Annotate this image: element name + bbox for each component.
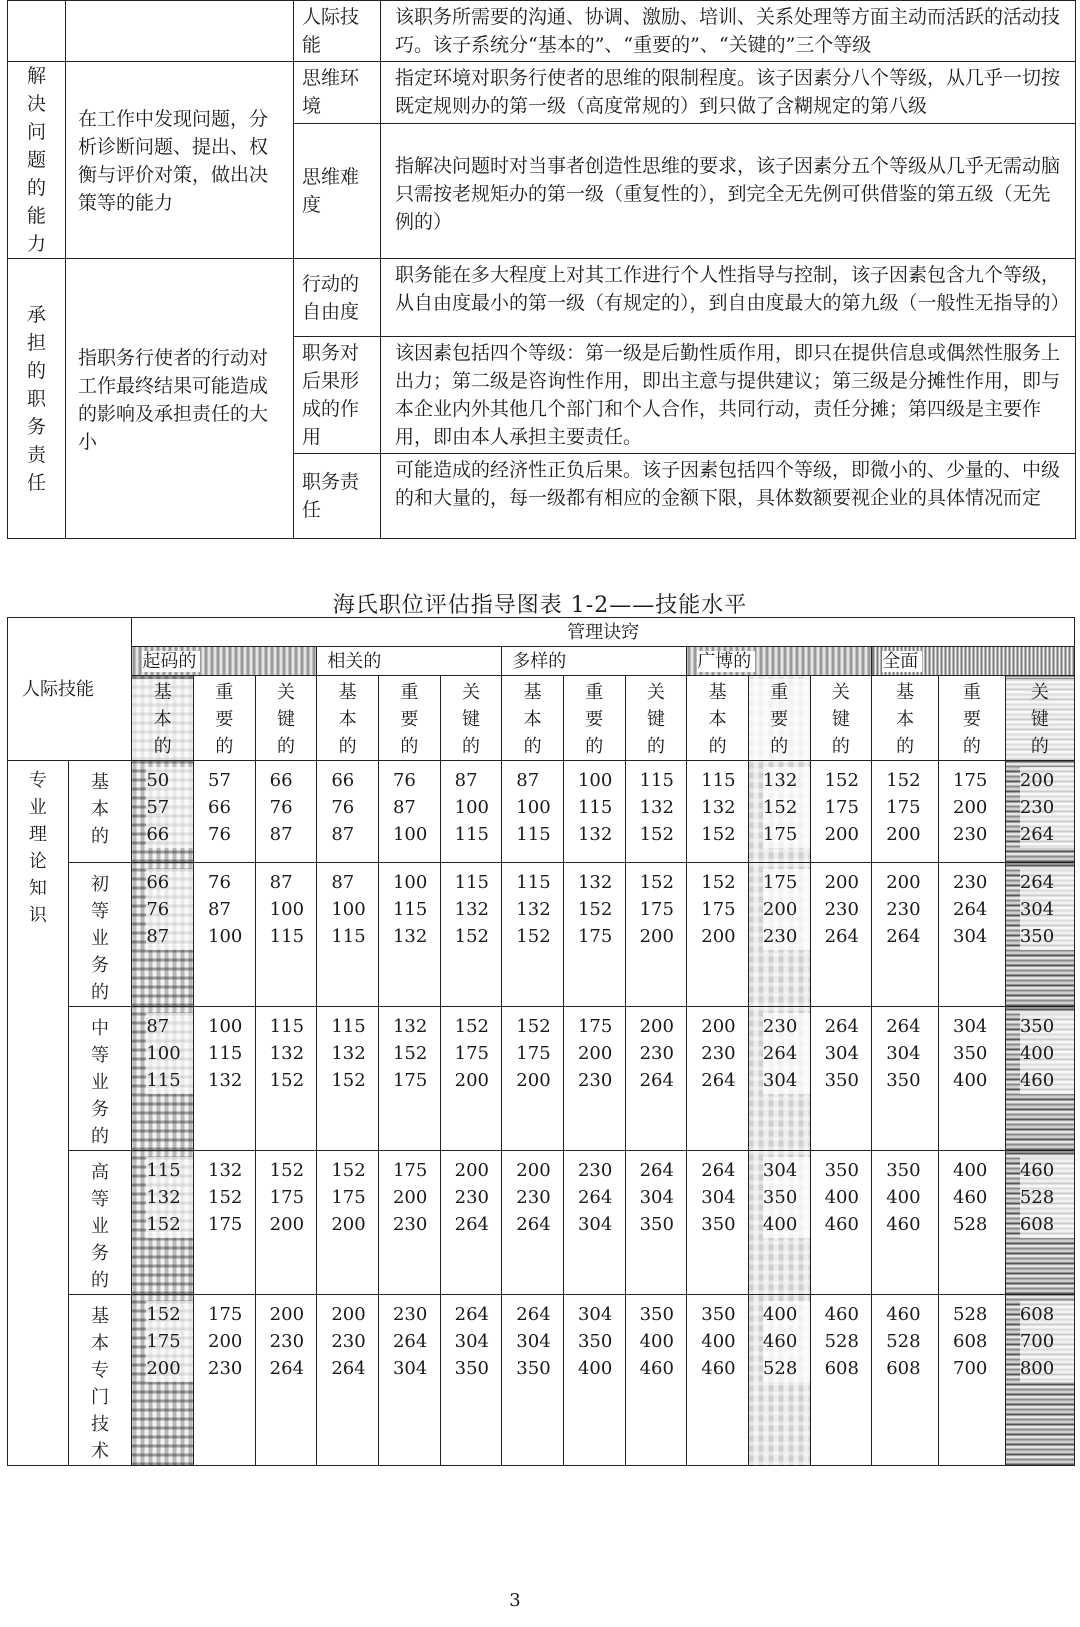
score-cell: 175 200 230 <box>378 1151 440 1295</box>
score-cell: 200 230 264 <box>440 1151 502 1295</box>
score-cell: 264 304 350 <box>625 1151 687 1295</box>
row-level-label: 中 等 业 务 的 <box>68 1007 132 1151</box>
sub-factor-detail: 可能造成的经济性正负后果。该子因素包括四个等级，即微小的、少量的、中级的和大量的，每一级都有相应的金额下限，具体数额要视企业的具体情况而定 <box>381 454 1076 539</box>
row-group-professional-knowledge: 专 业 理 论 知 识 <box>8 761 69 1466</box>
score-cell: 87 100 115 <box>317 863 379 1007</box>
score-cell: 87 100 115 <box>502 761 564 863</box>
sub-factor-label: 思维难度 <box>294 123 381 258</box>
score-cell: 200 230 264 <box>872 863 939 1007</box>
score-cell: 76 87 100 <box>378 761 440 863</box>
sub-level-header: 关 键 的 <box>810 676 872 761</box>
score-cell: 175 200 230 <box>748 863 810 1007</box>
score-cell: 175 200 230 <box>194 1295 256 1466</box>
level-header-diverse: 多样的 <box>502 647 687 676</box>
table-row <box>8 1151 1075 1295</box>
score-cell: 200 230 264 <box>687 1007 749 1151</box>
score-cell: 132 152 175 <box>194 1151 256 1295</box>
score-cell: 400 460 528 <box>748 1295 810 1466</box>
table-row <box>8 761 1075 863</box>
score-cell: 115 132 152 <box>440 863 502 1007</box>
score-cell: 66 76 87 <box>132 863 194 1007</box>
score-cell: 100 115 132 <box>378 863 440 1007</box>
sub-level-header: 基 本 的 <box>502 676 564 761</box>
row-level-label: 基 本 专 门 技 术 <box>68 1295 132 1466</box>
score-cell: 132 152 175 <box>378 1007 440 1151</box>
table-row <box>8 1007 1075 1151</box>
sub-factor-label: 行动的自由度 <box>294 259 381 337</box>
score-cell: 87 100 115 <box>255 863 317 1007</box>
score-cell: 230 264 304 <box>939 863 1006 1007</box>
score-cell: 100 115 132 <box>194 1007 256 1151</box>
empty-cell <box>8 1 66 62</box>
score-cell: 230 264 304 <box>748 1007 810 1151</box>
empty-cell <box>66 1 294 62</box>
score-cell: 152 175 200 <box>687 863 749 1007</box>
score-cell: 152 175 200 <box>440 1007 502 1151</box>
skill-level-grid <box>7 617 1075 1466</box>
score-cell: 528 608 700 <box>939 1295 1006 1466</box>
score-cell: 264 304 350 <box>687 1151 749 1295</box>
score-cell: 152 175 200 <box>317 1151 379 1295</box>
factor-definition-table <box>7 0 1076 539</box>
score-cell: 350 400 460 <box>625 1295 687 1466</box>
score-cell: 152 175 200 <box>872 761 939 863</box>
score-cell: 264 304 350 <box>440 1295 502 1466</box>
sub-factor-detail: 指解决问题时对当事者创造性思维的要求，该子因素分五个等级从几乎无需动脑只需按老规矩办的第一级（重复性的），到完全无先例可供借鉴的第五级（无先例的） <box>381 123 1076 258</box>
score-cell: 115 132 152 <box>625 761 687 863</box>
score-cell: 304 350 400 <box>939 1007 1006 1151</box>
score-cell: 152 175 200 <box>502 1007 564 1151</box>
table-row <box>8 863 1075 1007</box>
score-cell: 87 100 115 <box>132 1007 194 1151</box>
score-cell: 115 132 152 <box>255 1007 317 1151</box>
level-header-related: 相关的 <box>317 647 502 676</box>
sub-level-header: 重 要 的 <box>378 676 440 761</box>
category-problem-solving: 解 决 问 题 的 能 力 <box>8 62 66 259</box>
sub-level-header: 重 要 的 <box>939 676 1006 761</box>
score-cell: 460 528 608 <box>1005 1151 1074 1295</box>
score-cell: 264 304 350 <box>502 1295 564 1466</box>
score-cell: 115 132 152 <box>317 1007 379 1151</box>
interpersonal-skill-header: 人际技能 <box>8 618 132 761</box>
sub-level-header: 关 键 的 <box>255 676 317 761</box>
score-cell: 200 230 264 <box>625 1007 687 1151</box>
score-cell: 57 66 76 <box>194 761 256 863</box>
score-cell: 66 76 87 <box>317 761 379 863</box>
sub-level-header: 关 键 的 <box>625 676 687 761</box>
sub-level-header: 重 要 的 <box>748 676 810 761</box>
score-cell: 230 264 304 <box>378 1295 440 1466</box>
sub-factor-label: 职务责任 <box>294 454 381 539</box>
score-cell: 200 230 264 <box>255 1295 317 1466</box>
score-cell: 460 528 608 <box>810 1295 872 1466</box>
score-cell: 200 230 264 <box>502 1151 564 1295</box>
score-cell: 152 175 200 <box>810 761 872 863</box>
score-cell: 132 152 175 <box>563 863 625 1007</box>
score-cell: 200 230 264 <box>810 863 872 1007</box>
score-cell: 350 400 460 <box>810 1151 872 1295</box>
score-cell: 350 400 460 <box>1005 1007 1074 1151</box>
score-cell: 264 304 350 <box>810 1007 872 1151</box>
score-cell: 152 175 200 <box>132 1295 194 1466</box>
score-cell: 152 175 200 <box>255 1151 317 1295</box>
row-level-label: 初 等 业 务 的 <box>68 863 132 1007</box>
score-cell: 152 175 200 <box>625 863 687 1007</box>
row-level-label: 高 等 业 务 的 <box>68 1151 132 1295</box>
score-cell: 175 200 230 <box>939 761 1006 863</box>
sub-level-header: 重 要 的 <box>194 676 256 761</box>
score-cell: 76 87 100 <box>194 863 256 1007</box>
sub-factor-label: 思维环境 <box>294 62 381 124</box>
sub-level-header: 关 键 的 <box>1005 676 1074 761</box>
sub-factor-detail: 指定环境对职务行使者的思维的限制程度。该子因素分八个等级，从几乎一切按既定规则办的第一级（高度常规的）到只做了含糊规定的第八级 <box>381 62 1076 124</box>
score-cell: 87 100 115 <box>440 761 502 863</box>
sub-factor-label: 职务对后果形成的作用 <box>294 337 381 454</box>
sub-level-header: 重 要 的 <box>563 676 625 761</box>
table-row <box>8 1295 1075 1466</box>
score-cell: 350 400 460 <box>687 1295 749 1466</box>
sub-level-header: 基 本 的 <box>132 676 194 761</box>
score-cell: 50 57 66 <box>132 761 194 863</box>
category-description: 在工作中发现问题，分析诊断问题、提出、权衡与评价对策，做出决策等的能力 <box>66 62 294 259</box>
sub-factor-detail: 该因素包括四个等级：第一级是后勤性质作用，即只在提供信息或偶然性服务上出力；第二级是咨询性作用，即出主意与提供建议；第三级是分摊性作用，即与本企业内外其他几个部门和个人合作，共同行动，责任分摊；第四级是主要作用，即由本人承担主要责任。 <box>381 337 1076 454</box>
sub-level-header: 基 本 的 <box>317 676 379 761</box>
score-cell: 132 152 175 <box>748 761 810 863</box>
level-header-broad: 广博的 <box>687 647 872 676</box>
chart-title: 海氏职位评估指导图表 1-2——技能水平 <box>332 593 748 618</box>
category-description: 指职务行使者的行动对工作最终结果可能造成的影响及承担责任的大小 <box>66 259 294 539</box>
row-level-label: 基 本 的 <box>68 761 132 863</box>
level-header-minimal: 起码的 <box>132 647 317 676</box>
score-cell: 304 350 400 <box>563 1295 625 1466</box>
score-cell: 230 264 304 <box>563 1151 625 1295</box>
sub-level-header: 关 键 的 <box>440 676 502 761</box>
sub-factor-detail: 该职务所需要的沟通、协调、激励、培训、关系处理等方面主动而活跃的活动技巧。该子系统分“基本的”、“重要的”、“关键的”三个等级 <box>381 1 1076 62</box>
sub-level-header: 基 本 的 <box>687 676 749 761</box>
score-cell: 608 700 800 <box>1005 1295 1074 1466</box>
score-cell: 66 76 87 <box>255 761 317 863</box>
score-cell: 115 132 152 <box>132 1151 194 1295</box>
score-cell: 175 200 230 <box>563 1007 625 1151</box>
score-cell: 264 304 350 <box>1005 863 1074 1007</box>
sub-factor-detail: 职务能在多大程度上对其工作进行个人性指导与控制，该子因素包含九个等级，从自由度最小的第一级（有规定的），到自由度最大的第九级（一般性无指导的） <box>381 259 1076 337</box>
sub-factor-label: 人际技能 <box>294 1 381 62</box>
category-accountability: 承 担 的 职 务 责 任 <box>8 259 66 539</box>
score-cell: 200 230 264 <box>1005 761 1074 863</box>
score-cell: 115 132 152 <box>502 863 564 1007</box>
score-cell: 350 400 460 <box>872 1151 939 1295</box>
level-header-total: 全面 <box>872 647 1075 676</box>
score-cell: 264 304 350 <box>872 1007 939 1151</box>
score-cell: 304 350 400 <box>748 1151 810 1295</box>
score-cell: 400 460 528 <box>939 1151 1006 1295</box>
score-cell: 115 132 152 <box>687 761 749 863</box>
score-cell: 100 115 132 <box>563 761 625 863</box>
score-cell: 460 528 608 <box>872 1295 939 1466</box>
sub-level-header: 基 本 的 <box>872 676 939 761</box>
score-cell: 200 230 264 <box>317 1295 379 1466</box>
management-header: 管理诀窍 <box>132 618 1075 647</box>
page-number: 3 <box>509 1590 521 1611</box>
